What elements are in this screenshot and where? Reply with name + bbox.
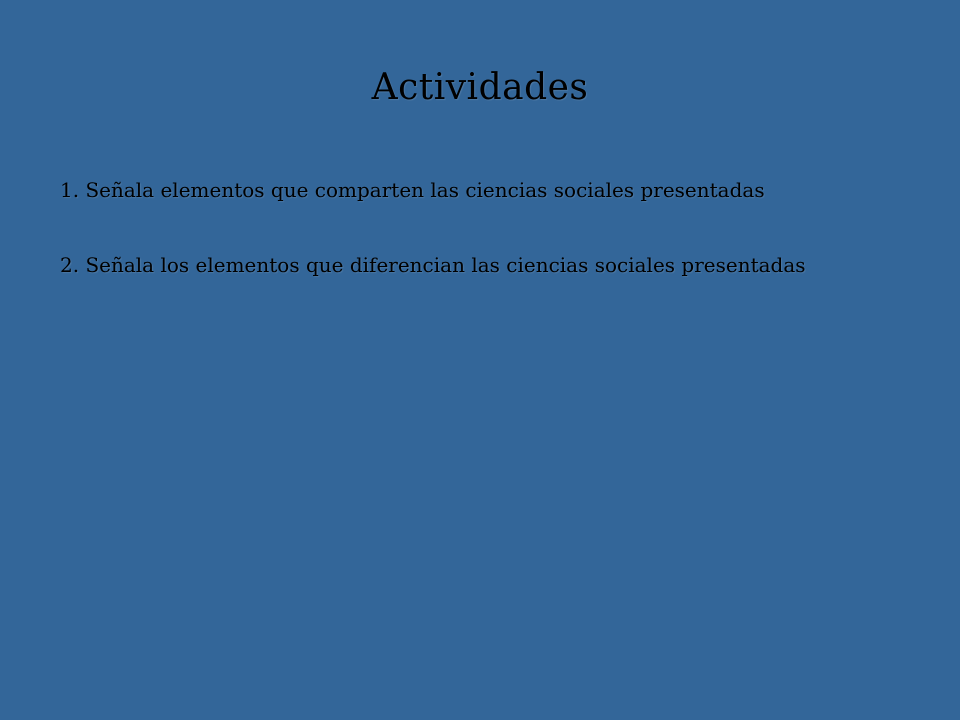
slide-title: Actividades: [371, 67, 589, 108]
activity-item: 2. Señala los elementos que diferencian las ciencias sociales presentadas: [60, 253, 806, 277]
activity-item: 1. Señala elementos que comparten las ciencias sociales presentadas: [60, 178, 765, 202]
activity-list: [60, 170, 920, 285]
